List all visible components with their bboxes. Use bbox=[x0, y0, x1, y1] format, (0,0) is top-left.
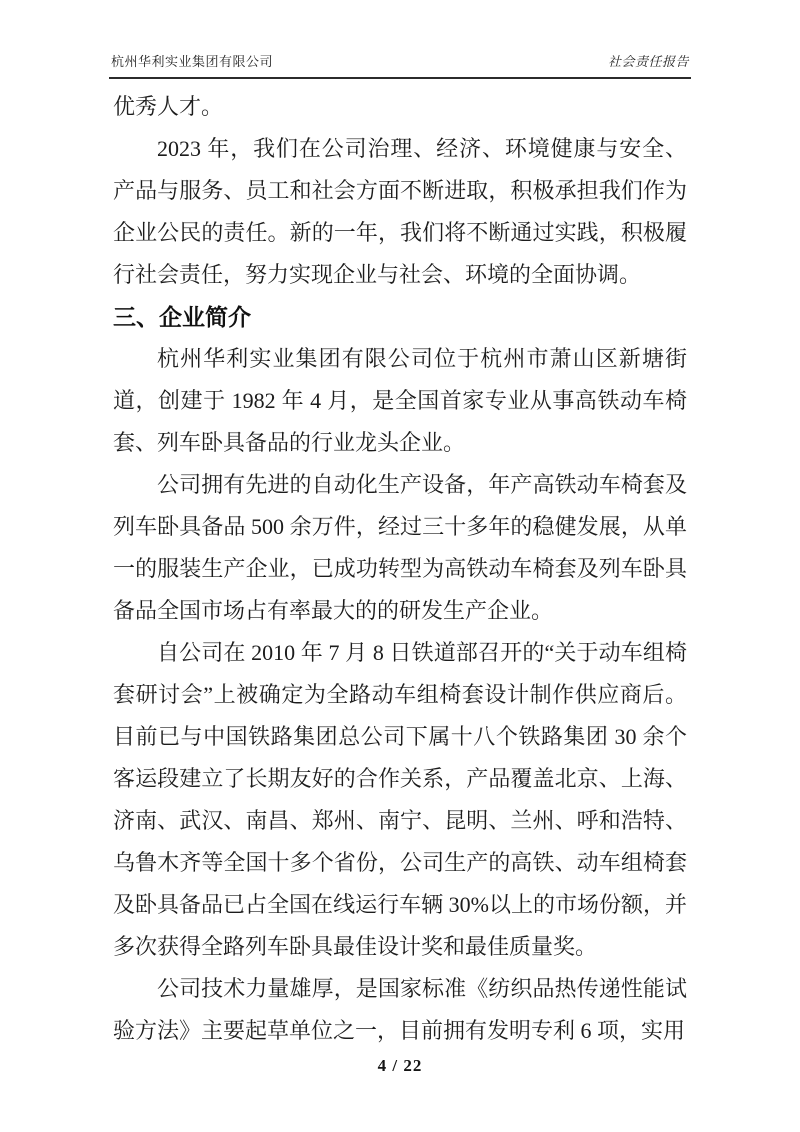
document-body bbox=[113, 86, 687, 1052]
paragraph-technology-strength: 公司技术力量雄厚，是国家标准《纺织品热传递性能试验方法》主要起草单位之一，目前拥有发明专利 6 项，实用 bbox=[113, 976, 687, 1043]
section-heading-company-profile: 三、企业简介 bbox=[113, 304, 251, 330]
header-company-name: 杭州华利实业集团有限公司 bbox=[111, 54, 274, 69]
paragraph-market-share: 自公司在 2010 年 7 月 8 日铁道部召开的“关于动车组椅套研讨会”上被确定为全路动车组椅套设计制作供应商后。目前已与中国铁路集团总公司下属十八个铁路集团 30 余个客运段建立了长期友好的合作关系，产品覆盖北京、上海、济南、武汉、南昌、郑州、南宁、昆明、兰州、呼和浩特、乌鲁木齐等全国十多个省份，公司生产的高铁、动车组椅套及卧具备品已占全国在线运行车辆 30%以上的市场份额，并多次获得全路列车卧具最佳设计奖和最佳质量奖。 bbox=[113, 640, 687, 959]
paragraph-continuation: 优秀人才。 bbox=[113, 94, 224, 119]
paragraph-production-capacity: 公司拥有先进的自动化生产设备，年产高铁动车椅套及列车卧具备品 500 余万件，经过三十多年的稳健发展，从单一的服装生产企业，已成功转型为高铁动车椅套及列车卧具备品全国市场占有率最大的的研发生产企业。 bbox=[113, 472, 687, 623]
paragraph-company-location: 杭州华利实业集团有限公司位于杭州市萧山区新塘街道，创建于 1982 年 4 月，是全国首家专业从事高铁动车椅套、列车卧具备品的行业龙头企业。 bbox=[113, 346, 687, 455]
header-report-title: 社会责任报告 bbox=[607, 54, 689, 69]
page-number: 4 / 22 bbox=[377, 1056, 423, 1075]
page-header bbox=[111, 54, 689, 70]
paragraph-2023-summary: 2023 年，我们在公司治理、经济、环境健康与安全、产品与服务、员工和社会方面不断进取，积极承担我们作为企业公民的责任。新的一年，我们将不断通过实践，积极履行社会责任，努力实现企业与社会、环境的全面协调。 bbox=[113, 136, 687, 287]
page-footer bbox=[0, 1055, 800, 1077]
header-rule bbox=[109, 77, 691, 79]
